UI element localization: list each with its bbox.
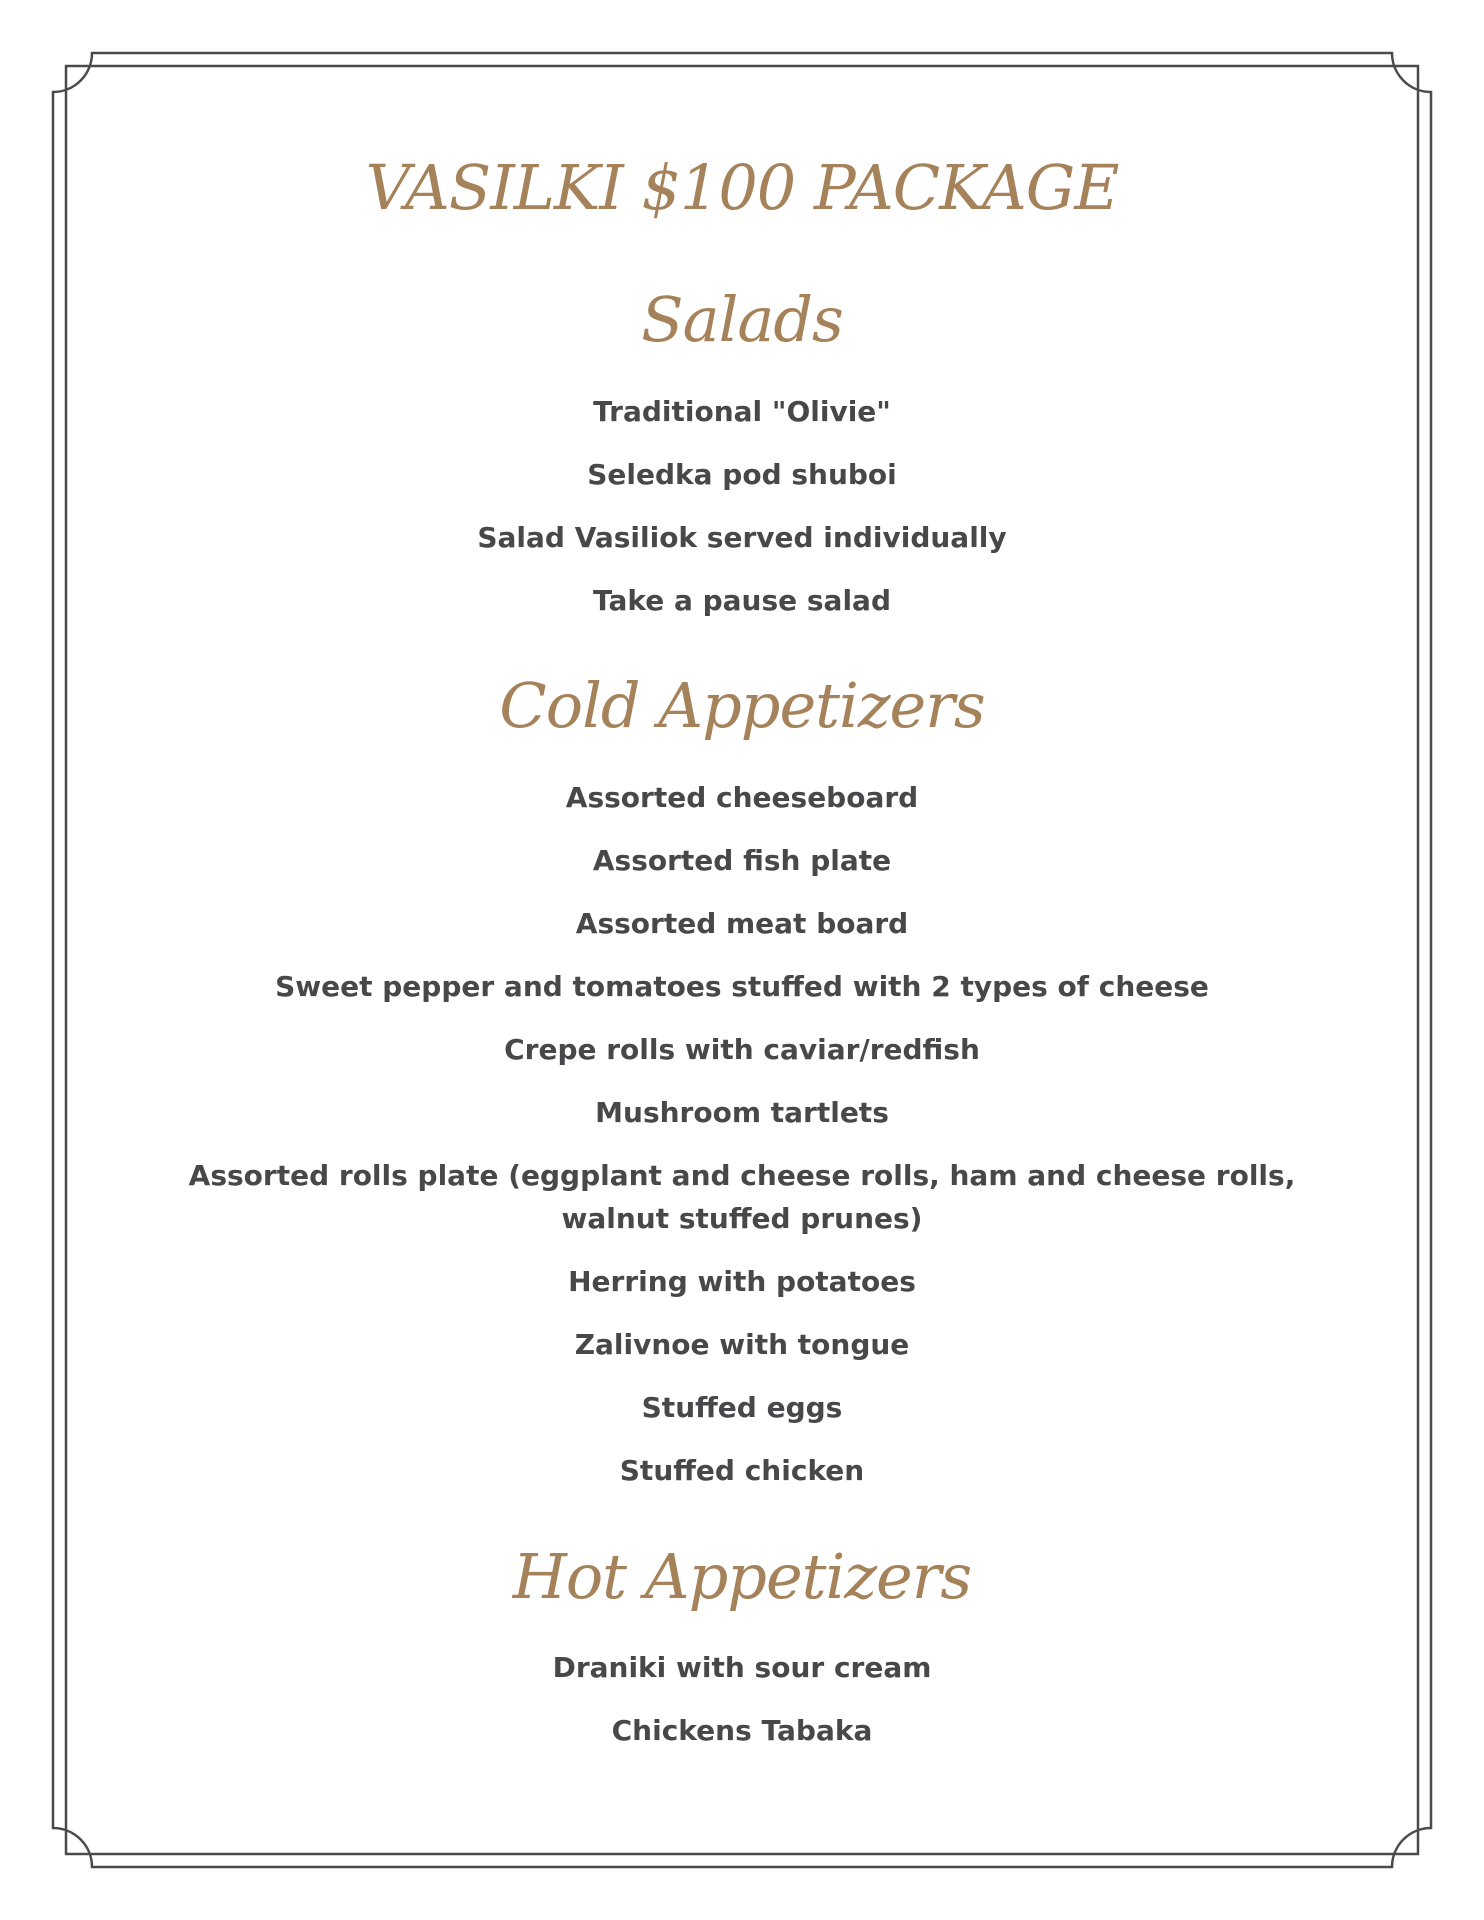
menu-item: Seledka pod shuboi (587, 458, 897, 491)
menu-item: Stuffed chicken (619, 1454, 865, 1487)
menu-item: Herring with potatoes (568, 1265, 916, 1298)
menu-item: Sweet pepper and tomatoes stuffed with 2 types of cheese (275, 970, 1209, 1003)
section-heading-salads: Salads (641, 283, 843, 356)
menu-item: Take a pause salad (592, 584, 891, 617)
menu-item: Zalivnoe with tongue (574, 1328, 910, 1361)
menu-item: Salad Vasiliok served individually (477, 521, 1007, 554)
menu-item: Assorted fish plate (592, 844, 892, 877)
menu-item: Assorted rolls plate (eggplant and cheese rolls, ham and cheese rolls, walnut stuffed prunes) (188, 1159, 1296, 1235)
menu-item: Mushroom tartlets (595, 1096, 889, 1129)
section-heading-hot-appetizers: Hot Appetizers (512, 1540, 972, 1613)
menu-item: Stuffed eggs (641, 1391, 843, 1424)
menu-item: Draniki with sour cream (552, 1651, 932, 1684)
section-heading-cold-appetizers: Cold Appetizers (499, 669, 985, 742)
menu-item: Assorted meat board (575, 907, 909, 940)
menu-item: Chickens Tabaka (611, 1714, 873, 1747)
menu-item: Traditional "Olivie" (593, 395, 891, 428)
menu-item: Assorted cheeseboard (565, 781, 919, 814)
package-title: VASILKI $100 PACKAGE (365, 151, 1119, 224)
menu-item: Crepe rolls with caviar/redfish (504, 1033, 980, 1066)
